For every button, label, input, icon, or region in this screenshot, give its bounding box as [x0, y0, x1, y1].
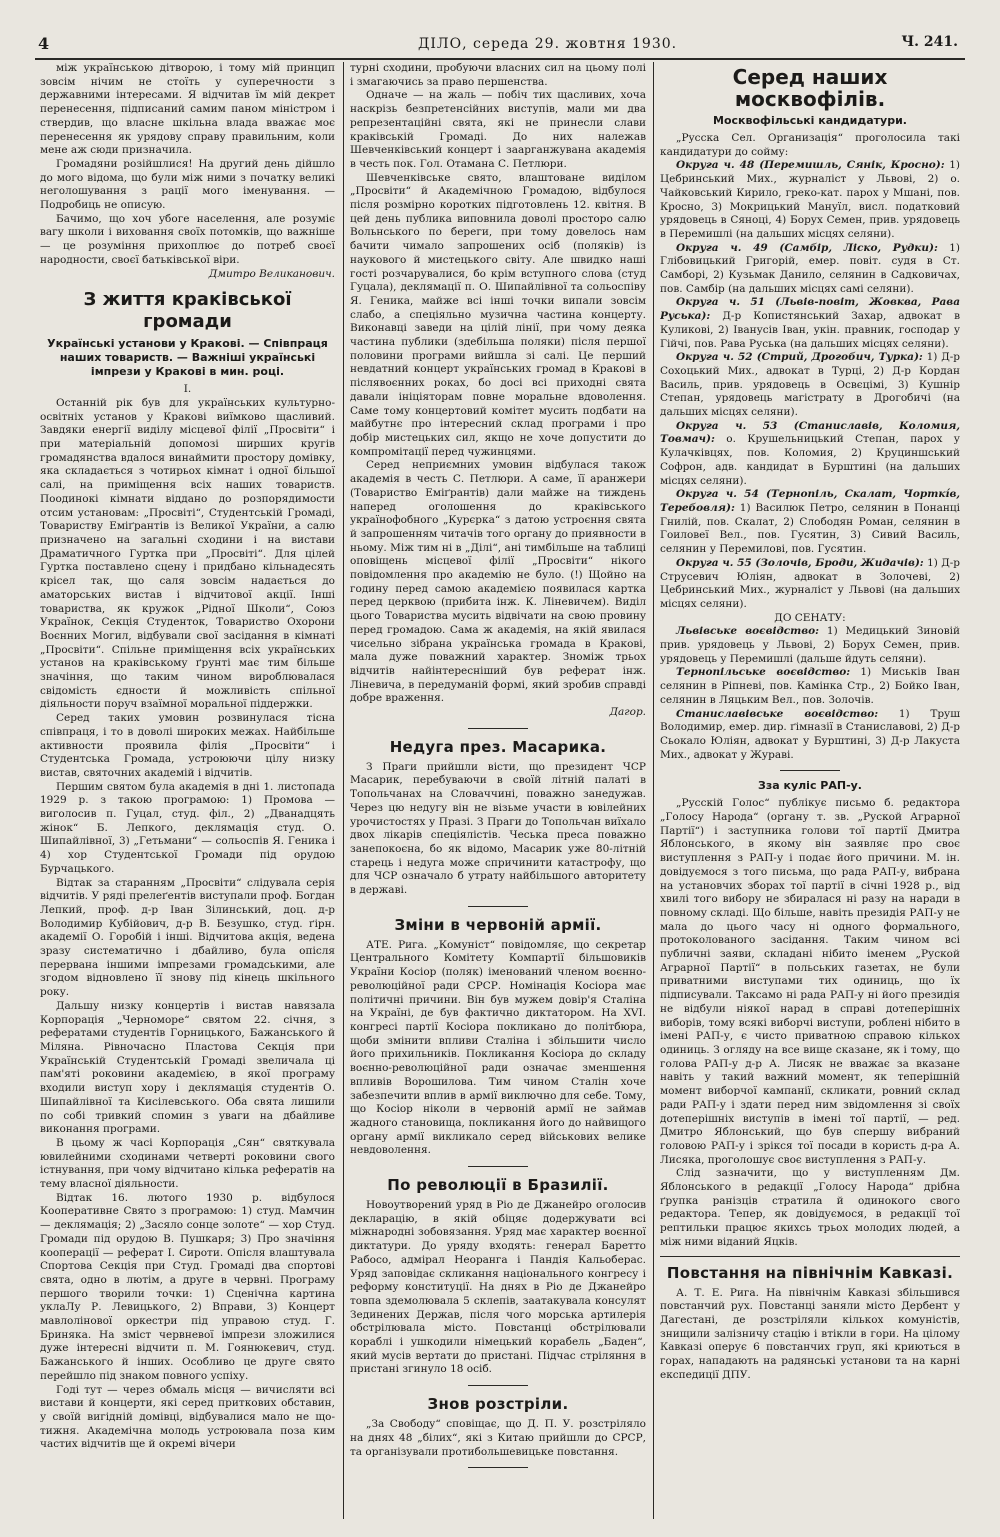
district-label: Округа ч. 52 (Стрий, Дрогобич, Турка): [676, 351, 923, 364]
paragraph: „Русскій Голос“ публікує письмо б. редактора „Голосу Народа“ (органу т. зв. „Руской Аграрної Партії“) і заступника голови тої партії Дмитра Яблонського, в якому він заявляє про своє виступлення з РАП-у і подає його причини. М. ін. довідуємося з того письма, що рада РАП-у, вибрана на установчих зборах тої партії в січні 1928 р., від хвилі того вибору не збиралася ні разу на наради в повному складі. Що більше, навіть президія РАП-у не мала до цього часу ні одного формального, протоколованого засідання. Таким чином всі публичні заяви, складані нібито іменем „Руской Аграрної Партії“ в польських газетах, не були приватними виступами тих одиниць, що їх підписували. Таксамо ні рада РАП-у ні його президія не відбули ніякої нарад в справі дотеперішніх виборів, тому всякі виборчі виступи, роблені нібито в імені РАП-у, є чисто приватною справою кількох одиниць. З огляду на все вище сказане, як і тому, що голова РАП-у д-р А. Лисяк не вважає за вказане навіть у такий важний момент, як теперішній момент виборчої кампанії, скликати, ровний склад ради РАП-у і здати перед ним звідомлення зі своїх дотеперішніх виступів в імені тої партії, — ред. Дмитро Яблонський, що був спершу вибраний головою РАП-у і зрікся тої посади в користь д-ра А. Лисяка, проголошує своє виступлення з РАП-у. [660, 797, 960, 1166]
article-title: З життя краківської громади [83, 289, 292, 333]
district-entry [660, 242, 960, 297]
column-divider [653, 62, 654, 1519]
paragraph: Шевченківське свято, влаштоване виділом „Просвіти“ й Академічною Громадою, відбулося після розмірно коротких підготовлень 12. квітня. В цей день публика виповнила доволі просторо салю Вольнського по береги, при тому довелось нам бачити чимало запрошених осіб (поляків) із наукового й мистецького світу. Але швидко наші гості розчарувалися, бо крім вступного слова (студ Гуцала), деклямації п. О. Шипайлівної та сольоспіву Я. Геника, майже всі інші точки випали зовсім слабо, а спеціяльно музична частина концерту. Виконавці заведи на цілій лінії, при чому деяка частина публики (здебільша поляки) після першої половини програми вийшла зі салі. Це перший невдатний концерт українських громад в Кракові в післявоєнних роках, бо досі всі приходні свята давали ініціяторам повне моральне вдоволення. Саме тому концертовий комітет мусить подбати на майбутнє про інтересний склад програми і про добір мистецьких сил, якщо не хоче допустити до компромітації перед чужинцями. [350, 171, 646, 458]
section-numeral: I. [183, 383, 192, 396]
news-title: Зміни в червоній армії. [394, 915, 602, 934]
subheading: Зза куліс РАП-у. [758, 779, 862, 793]
district-text: 1) Василюк Петро, селянин в Понанці Гнилій, пов. Скалат, 2) Слободян Роман, селянин в Гоиловеї Вел., пов. Гусятин, 3) Сивий Василь, селянин у Перемилові, пов. Гусятин. [660, 501, 960, 556]
left-column [40, 62, 335, 1517]
paragraph: В цьому ж часі Корпорація „Сян“ святкувала ювилейними сходинами четверті роковини свого істнування, при чому відчитано кілька рефератів на тему власної діяльности. [40, 1136, 335, 1191]
senate-label: Станиславівське воєвідство: [676, 707, 879, 720]
senate-text: 1) Миськів Іван селянин в Ріпневі, пов. Камінка Стр., 2) Бойко Іван, селянин в Ляцьким Вел., пов. Золочів. [660, 666, 960, 706]
district-text: 1) Д-р Струсевич Юліян, адвокат в Золочеві, 2) Цебринський Мих., журналіст у Львові (на дальших місцях селяни). [660, 556, 960, 610]
senate-label: Львівське воєвідство: [676, 625, 820, 638]
district-entry [660, 557, 960, 612]
article-subtitle: Українські установи у Кракові. — Співпраця наших товариств. — Важніші українські імпрези у Кракові в мин. році. [47, 337, 328, 379]
district-label: Округа ч. 48 (Перемишль, Сянік, Кросно): [676, 159, 945, 172]
paragraph: Слід зазначити, що у виступленням Дм. Яблонського в редакції „Голосу Народа“ дрібна ґрупка ранізців стратила й одинокого свого редактора. Тепер, як довідуємося, в редакції тої рептильки працює якихсь трьох молодих людей, а між ними віданий Яцків. [660, 1167, 960, 1248]
separator [780, 770, 840, 771]
senate-text: 1) Труш Володимир, емер. дир. ґімназії в Станиславові, 2) Д-р Сьокало Юліян, адвокат у Бурштині, 3) Д-р Лакуста Мих., адвокат у Жураві. [660, 707, 960, 761]
district-text: 1) Цебринський Мих., журналіст у Львові, 2) о. Чайковський Кирило, греко-кат. парох у Мшані, пов. Кросно, 3) Мокрицький Мануїл, висл. податковий урядовець в Сяноці, 4) Борух Семен, прив. урядовець в Перемишлі (на дальших місцях селяни). [660, 159, 960, 240]
paragraph: Серед таких умовин розвинулася тісна співпраця, і то в доволі широких межах. Найбільше активности проявила філія „Просвіти“ і Студентська Громада, устроюючи цілу низку вистав, святочних академій і відчитів. [40, 712, 335, 779]
district-text: 1) Глібовицький Григорій, емер. повіт. судя в Ст. Самборі, 2) Кузьмак Данило, селянин в Садковичах, пов. Самбір (на дальших місцях самі селяни). [660, 241, 960, 295]
paragraph: А. Т. Е. Рига. На північнім Кавказі збільшився повстанчий рух. Повстанці заняли місто Дербент у Дагестані, де розстріляли кількох комуністів, знищили залізничу стацію і втікли в гори. На цілому Кавказі оперує 6 повстанчих груп, які криються в горах, нападають на радянські установи та на карні експедиції ДПУ. [660, 1286, 960, 1381]
paragraph: Громадяни розійшлися! На другий день дійшло до мого відома, що були між ними з початку великі неголошування з рації мого іменування. — Подробиць не описую. [40, 157, 335, 212]
middle-column [350, 62, 646, 1517]
paragraph: Відтак 16. лютого 1930 р. відбулося Кооперативне Свято з програмою: 1) студ. Мамчин — деклямація; 2) „Засяло сонце золоте“ — хор Студ. Громади під орудою В. Пушкаря; 3) Про значіння кооперації — реферат І. Сироти. Опісля влаштувала Спортова Секція при Студ. Громаді два спортові свята, одно в лютім, а друге в червні. Програму першого творили точки: 1) Сценічна картина уклаЛу Р. Левицького, 2) Вправи, 3) Концерт мавлолінової оркестри під управою студ. Г. Бриняка. На зміст червневої імпрези зложилися дуже інтересні відчити п. М. Гоянюкевич, студ. Бажанського й інших. Особливо це друге свято перейшло під знаком повного успіху. [40, 1191, 335, 1382]
senate-heading: ДО СЕНАТУ: [774, 611, 846, 624]
district-label: Округа ч. 55 (Золочів, Броди, Жидачів): [676, 556, 924, 569]
senate-entry [660, 708, 960, 763]
column-divider [343, 62, 344, 1519]
district-entry [660, 351, 960, 420]
news-title: Знов розстріли. [427, 1395, 569, 1414]
news-text: „За Свободу“ сповіщає, що Д. П. У. розстріляло на днях 48 „білих“, які з Китаю прийшли до СРСР, та організували протибольшевицьке повстання. [350, 1418, 646, 1458]
paragraph: Відтак за старанням „Просвіти“ слідувала серія відчитів. У ряді прелеґентів виступали проф. Богдан Лепкий, проф. д-р Іван Зілинський, доц. д-р Володимир Кубійович, д-р В. Безушко, студ. ґірн. академії О. Горобій і інші. Відчитова акція, ведена зразу систематично і дбайливо, була опісля перервана іншими імпрезами громадськими, але згодом відновлено її знову під кінець шкільного року. [40, 876, 335, 999]
district-entry [660, 420, 960, 489]
senate-entry [660, 625, 960, 666]
news-text: Новоутворений уряд в Ріо де Джанейро оголосив декларацію, в якій обіцяє додержувати всі міжнародні зобовязання. Уряд має характер воєнної диктатури. До уряду входять: генерал Баретто Рабосо, адмірал Неоранга і Пандія Кальоберас. Уряд заповідає скликання національного конгресу і реформу конституції. На днях в Ріо де Джанейро товпа здемолювала 5 склепів, заатакувала консулят Зединених Держав, після чого морська артилерія обстрілювала місто. Повстанці обстрілювали кораблі і ушкодили німецький корабель „Баден“, який мусів вертати до пристані. Підчас стріляння в пристані згинуло 18 осіб. [350, 1199, 646, 1376]
senate-text: 1) Медицький Зиновій прив. урядовець у Львові, 2) Борух Семен, прив. урядовець у Перемишлі (дальше йдуть селяни). [660, 625, 960, 665]
separator [660, 1256, 960, 1257]
district-label: Округа ч. 51 (Львів-повіт, Жовква, Рава Руська): [660, 296, 960, 323]
paragraph: Годі тут — через обмаль місця — вичисляти всі вистави й концерти, які серед приткових обставин, у своїй вигідній домівці, відбувалися мало не що-тижня. Академічна молодь устроювала поза ким частих відчитів ще й окремі вічери [40, 1383, 335, 1451]
senate-label: Тернопільське воєвідство: [676, 666, 851, 679]
paragraph: Останній рік був для українських культурно-освітніх установ у Кракові виїмково щасливий. Завдяки енергії виділу місцевої філії „Просвіти“ і при матеріальній допомозі ширших кругів громадянства вдалося винаймити простору домівку, яка складається з чотирьох кімнат і одної більшої салі, на приміщення всіх наших товариств. Поодинокі кімнати віддано до розпорядимости отсим установам: „Просвіті“, Студентській Громаді, Товариству Еміґрантів із Великої України, а салю призначено на загальні сходини і на вистави Драматичного Гуртка при „Просвіті“. Для цілей Гуртка поставлено сцену і придбано кільнадесять крісел так, що саля зовсім надається до аматорських вистав і відчитової акції. Інші товариства, як кружок „Рідної Школи“, Союз Українок, Секція Студенток, Товариство Охорони Воєнних Могил, відбували свої засідання в кімнаті „Просвіти“. Спільне приміщення всіх українських установ на краківському ґрунті має тим більше значіння, що таким чином вироблювалася свідомість єдности й можливість спільної діяльности поруч взаїмної моральної піддержки. [40, 396, 335, 711]
district-label: Округа ч. 49 (Самбір, Ліско, Рудки): [676, 241, 938, 254]
district-text: Д-р Копистянський Захар, адвокат в Куликові, 2) Іванусів Іван, укін. правник, господар у Гійчі, пов. Рава Руська (на дальших місцях селяни). [660, 310, 960, 350]
paragraph: Серед неприємних умовин відбулася також академія в честь С. Петлюри. А саме, її аранжери (Товариство Еміґрантів) дали майже на тиждень наперед оголошення до краківського українофобного „Курєрка“ з датою устроєння свята й запрошенням читачів того органу до приявности в ньому. Між тим ні в „Ділі“, ані тимбільше на таблиці оповіщень місцевої філії „Просвіти“ нікого повідомлення про академію не було. (!) Щойно на годину перед самою академією появилася картка перед церквою (прибита інж. К. Ліневичем). Виділ цього Товариства мусить відвічати на свою провину перед громадою. Сама ж академія, на якій явилася чисельно зібрана українська громада в Кракові, мала дуже поважний характер. Зноміж трьох відчитів найінтересніший був реферат інж. Ліневича, в передуманій формі, який зробив справді добре враження. [350, 459, 646, 705]
district-entry [660, 159, 960, 241]
section-title-moskvofily: Серед наших москвофілів. [732, 65, 888, 111]
news-title: Недуга през. Масарика. [389, 737, 607, 756]
signature: Дагор. [609, 706, 646, 719]
district-text: о. Крушельницький Степан, парох у Кулачківцях, пов. Коломия, 2) Круциншський Софрон, адв. кандидат в Бурштині (на дальших місцях селяни). [660, 433, 960, 487]
news-text: АТЕ. Рига. „Комуніст“ повідомляє, що секретар Центрального Комітету Компартії більшовиків України Косіор (поляк) іменований членом воєнно-революційної ради СРСР. Номінація Косіора має політичні причини. Він був мужем довір'я Сталіна на Україні, де був фактично диктатором. На XVI. конгресі партії Косіора покликано до політбюра, щоби змінити впливи Сталіна і збільшити число його прихильників. Покликання Косіора до складу воєнно-революційної ради означає зменшення впливів Ворошилова. Тим чином Сталін хоче забезпечити вплив в армії виключно для себе. Тому, що Косіор ніколи в червоній армії не займав жадного становища, покликання його до найвищого органу армії викликало серед військових велике невдоволення. [350, 938, 646, 1157]
signature: Дмитро Великанович. [208, 267, 335, 280]
paragraph: Бачимо, що хоч убоге населення, але розуміє вагу школи і виховання своїх потомків, що важніше — це розуміння прихоплює до потреб своєї народности, своєї батьківської віри. [40, 212, 335, 266]
right-column [660, 62, 960, 1517]
district-label: Округа ч. 54 (Тернопіль, Скалат, Чорткі́в, Теребовля): [660, 488, 960, 514]
subheading: Москвофільські кандидатури. [713, 114, 907, 127]
masthead: ДІЛО, середа 29. жовтня 1930. [418, 36, 678, 52]
district-entry [660, 488, 960, 557]
separator [468, 906, 528, 907]
paragraph: „Русска Сел. Организація“ проголосила такі кандидатури до сойму: [660, 132, 960, 158]
district-entry [660, 296, 960, 351]
separator [468, 728, 528, 729]
issue-number: Ч. 241. [901, 34, 958, 50]
paragraph: Дальшу низку концертів і вистав навязала Корпорація „Черноморе“ святом 22. січня, з рефератами студентів Горницького, Бажанського й Міляна. Рівночасно Пластова Секція при Українській Студентській Громаді звеличала ці пам'яті роковини академією, в якої програму входили виступ хору і деклямація студентів О. Шипайлівної та Кисілевського. Оба свята лишили по собі тривкий спомин з уваги на дбайливе виконання програми. [40, 999, 335, 1136]
top-rule [35, 58, 965, 60]
paragraph: між українською дітворою, і тому мій принцип зовсім нічим не стоїть у суперечности з державними інтересами. Я відчитав їм мій декрет перенесення, підписаний самим паном міністром і ствердив, що власне шкільна влада вважає моє перенесення як урядову справу правильним, коли мене аж сюди призначила. [40, 62, 335, 157]
section-title-uprising: Повстання на північнім Кавказі. [666, 1263, 954, 1282]
senate-entry [660, 666, 960, 707]
paragraph: турні сходини, пробуючи власних сил на цьому полі і змагаючись за право першенства. [350, 62, 646, 88]
district-text: 1) Д-р Сохоцький Мих., адвокат в Турці, 2) Д-р Кордан Василь, прив. урядовець в Освєцімі, 3) Кушнір Степан, урядовець магістрату в Дрогобичі (на дальших місцях селяни). [660, 351, 960, 419]
separator [468, 1166, 528, 1167]
paragraph: Одначе — на жаль — побіч тих щасливих, хоча наскрізь безпретенсійних виступів, мали ми два репрезентаційні свята, які не принесли слави краківській Громаді. До них належав Шевченківський концерт і заарганжувана академія в честь пок. Гол. Отамана С. Петлюри. [350, 89, 646, 170]
separator [468, 1467, 528, 1468]
district-label: Округа ч. 53 (Станиславів, Коломия, Товмач): [660, 419, 960, 446]
news-text: З Праги прийшли вісти, що президент ЧСР Масарик, перебуваючи в своїй літній палаті в Топольчанах на Словаччині, поважно занедужав. Через цю недугу він не візьме участи в ювілейних урочистостях у Празі. З Праги до Топольчан виїхало двох лікарів спеціялістів. Чеська преса поважно занепокоєна, бо як відомо, Масарик уже 80-літній старець і недуга може спричинити катастрофу, що для ЧСР означало б утрату найбільшого авторитету в державі. [350, 760, 646, 897]
page-number: 4 [38, 34, 50, 53]
paragraph: Першим святом була академія в дні 1. листопада 1929 р. з такою програмою: 1) Промова — виголосив п. Гуцал, студ. філ., 2) „Дванадцять жінок“ Б. Лепкого, деклямація студ. О. Шипайлівної, 3) „Гетьмани“ — сольоспів Я. Геника і 4) хор Студентської Громади під орудою Бурчацького. [40, 780, 335, 875]
news-title: По революції в Бразилії. [387, 1176, 609, 1195]
running-head [38, 34, 958, 56]
separator [468, 1385, 528, 1386]
